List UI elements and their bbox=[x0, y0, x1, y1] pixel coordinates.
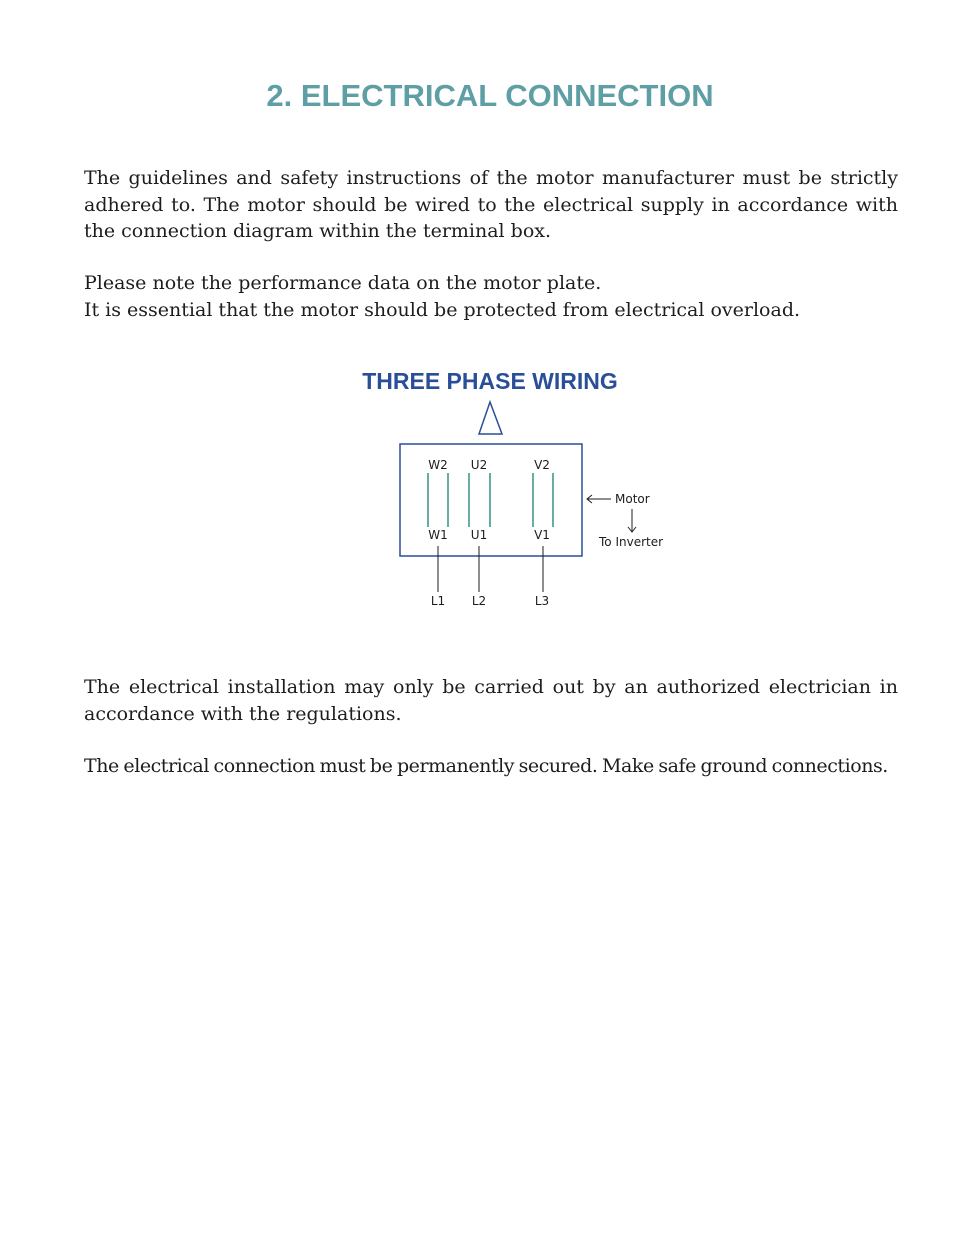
diagram-title: THREE PHASE WIRING bbox=[362, 368, 618, 394]
terminal-label-v1: V1 bbox=[534, 528, 550, 542]
section-heading: 2. ELECTRICAL CONNECTION bbox=[266, 78, 714, 113]
installation-paragraph: The electrical installation may only be carried out by an authorized electrician in accordance with the regulations. bbox=[84, 676, 898, 725]
inverter-label: To Inverter bbox=[599, 535, 664, 549]
down-arrow-icon bbox=[628, 509, 636, 532]
terminal-label-w1: W1 bbox=[428, 528, 448, 542]
three-phase-wiring-diagram bbox=[0, 390, 954, 620]
terminal-label-u2: U2 bbox=[470, 458, 488, 472]
supply-leads bbox=[438, 546, 543, 592]
left-arrow-icon bbox=[587, 495, 611, 503]
permanent-connection-paragraph: The electrical connection must be permanently secured. Make safe ground connections. bbox=[84, 755, 888, 777]
terminal-label-w2: W2 bbox=[428, 458, 448, 472]
notes-paragraph bbox=[84, 270, 898, 323]
guidelines-paragraph: The guidelines and safety instructions of the motor manufacturer must be strictly adhered to. The motor should be wired to the electrical supply in accordance with the connection diagram within the terminal box. bbox=[84, 167, 898, 242]
line-label-l1: L1 bbox=[430, 594, 446, 608]
terminal-label-v2: V2 bbox=[534, 458, 550, 472]
line-label-l2: L2 bbox=[471, 594, 487, 608]
performance-note: Please note the performance data on the motor plate. bbox=[84, 272, 602, 294]
line-label-l3: L3 bbox=[534, 594, 550, 608]
overload-note: It is essential that the motor should be protected from electrical overload. bbox=[84, 298, 801, 321]
motor-label: Motor bbox=[615, 492, 650, 506]
delta-triangle-icon bbox=[479, 402, 502, 434]
terminal-label-u1: U1 bbox=[470, 528, 488, 542]
terminal-bridges bbox=[428, 473, 553, 527]
